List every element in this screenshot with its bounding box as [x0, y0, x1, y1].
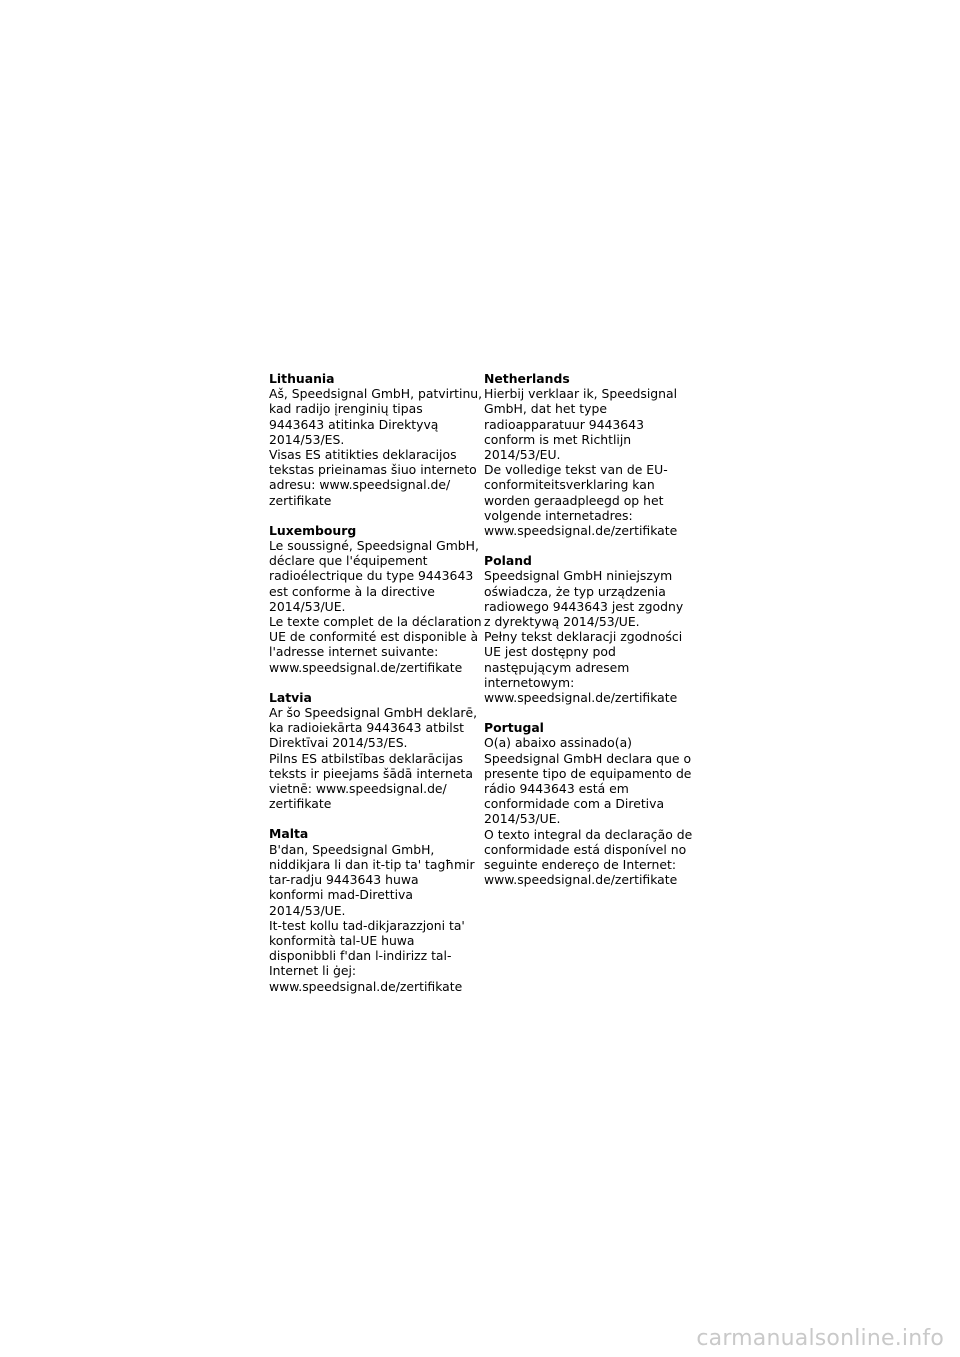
declaration-text-line: UE de conformité est disponible à — [269, 629, 479, 645]
left-column — [269, 371, 483, 1009]
declaration-text-line: conformiteitsverklaring kan — [484, 477, 655, 493]
declaration-text-line: déclare que l'équipement — [269, 553, 428, 569]
country-section — [484, 720, 694, 887]
declaration-text-line: 2014/53/UE. — [269, 598, 346, 614]
declaration-text-line: Ar šo Speedsignal GmbH deklarē, — [269, 705, 478, 721]
declaration-text-line: worden geraadpleegd op het — [484, 492, 664, 508]
declaration-text-line: Pełny tekst deklaracji zgodności — [484, 629, 683, 645]
declaration-text-line: internetowym: — [484, 674, 575, 690]
declaration-text-line: disponibbli f'dan l-indirizz tal- — [269, 948, 452, 964]
declaration-text-line: z dyrektywą 2014/53/UE. — [484, 614, 640, 630]
declaration-text-line: Direktīvai 2014/53/ES. — [269, 735, 408, 751]
declaration-text-line: zertifikate — [269, 492, 332, 508]
country-heading: Poland — [484, 553, 532, 569]
declaration-text-line: niddikjara li dan it-tip ta' tagħmir — [269, 856, 475, 872]
declaration-text-line: est conforme à la directive — [269, 583, 435, 599]
declaration-text-line: www.speedsignal.de/zertifikate — [484, 872, 678, 888]
declaration-text-line: De volledige tekst van de EU- — [484, 462, 668, 478]
declaration-text-line: www.speedsignal.de/zertifikate — [484, 523, 678, 539]
declaration-text-line: GmbH, dat het type — [484, 401, 607, 417]
declaration-text-line: następującym adresem — [484, 659, 630, 675]
declaration-text-line: l'adresse internet suivante: — [269, 644, 439, 660]
country-section — [484, 371, 694, 538]
declaration-text-line: conformidade com a Diretiva — [484, 796, 665, 812]
declaration-text-line: radiowego 9443643 jest zgodny — [484, 598, 684, 614]
declaration-text-line: B'dan, Speedsignal GmbH, — [269, 841, 435, 857]
declaration-text-line: oświadcza, że typ urządzenia — [484, 583, 666, 599]
declaration-text-line: Pilns ES atbilstības deklarācijas — [269, 750, 463, 766]
declaration-text-line: 9443643 atitinka Direktyvą — [269, 416, 439, 432]
country-section — [269, 690, 479, 812]
declaration-text-line: presente tipo de equipamento de — [484, 765, 692, 781]
declaration-text-line: rádio 9443643 está em — [484, 781, 629, 797]
country-heading: Latvia — [269, 689, 312, 705]
declaration-text-line: konformità tal-UE huwa — [269, 932, 415, 948]
declaration-text-line: O(a) abaixo assinado(a) — [484, 735, 633, 751]
declaration-text-line: Speedsignal GmbH declara que o — [484, 750, 692, 766]
declaration-text-line: Hierbij verklaar ik, Speedsignal — [484, 386, 678, 402]
declaration-text-line: tekstas prieinamas šiuo interneto — [269, 462, 477, 478]
declaration-text-line: conform is met Richtlijn — [484, 431, 632, 447]
declaration-text-line: 2014/53/UE. — [484, 811, 561, 827]
declaration-text-line: www.speedsignal.de/zertifikate — [484, 690, 678, 706]
declaration-text-line: radioapparatuur 9443643 — [484, 416, 644, 432]
country-heading: Portugal — [484, 720, 544, 736]
country-heading: Malta — [269, 826, 309, 842]
country-heading: Luxembourg — [269, 522, 357, 538]
declaration-text-line: volgende internetadres: — [484, 507, 633, 523]
country-section — [269, 826, 479, 993]
declaration-text-line: radioélectrique du type 9443643 — [269, 568, 474, 584]
declaration-text-line: 2014/53/UE. — [269, 902, 346, 918]
declaration-text-line: ka radioiekārta 9443643 atbilst — [269, 720, 465, 736]
declaration-text-line: teksts ir pieejams šādā interneta — [269, 765, 473, 781]
declaration-text-line: Le texte complet de la déclaration — [269, 614, 482, 630]
country-heading: Netherlands — [484, 371, 570, 386]
declaration-text-line: 2014/53/ES. — [269, 431, 345, 447]
declaration-text-line: UE jest dostępny pod — [484, 644, 616, 660]
country-heading: Lithuania — [269, 371, 335, 386]
country-section — [269, 371, 483, 508]
declaration-text-line: conformidade está disponível no — [484, 841, 687, 857]
declaration-text-line: 2014/53/EU. — [484, 447, 561, 463]
declaration-text-line: konformi mad-Direttiva — [269, 887, 413, 903]
country-section — [269, 522, 482, 675]
watermark: carmanualsonline.info — [696, 1326, 944, 1351]
declaration-text-line: www.speedsignal.de/zertifikate — [269, 978, 463, 994]
declaration-text-line: seguinte endereço de Internet: — [484, 857, 677, 873]
declaration-text-line: Internet li ġej: — [269, 963, 357, 979]
declaration-text-line: It-test kollu tad-dikjarazzjoni ta' — [269, 917, 465, 933]
declaration-text-line: zertifikate — [269, 796, 332, 812]
declaration-text-line: kad radijo įrenginių tipas — [269, 401, 423, 417]
declaration-text-line: Aš, Speedsignal GmbH, patvirtinu, — [269, 386, 483, 402]
declaration-text-line: www.speedsignal.de/zertifikate — [269, 659, 463, 675]
declaration-text-line: Visas ES atitikties deklaracijos — [269, 447, 457, 463]
right-column — [484, 371, 694, 903]
country-section — [484, 553, 694, 705]
declaration-text-line: Speedsignal GmbH niniejszym — [484, 568, 673, 584]
declaration-text-line: O texto integral da declaração de — [484, 826, 693, 842]
declaration-text-line: Le soussigné, Speedsignal GmbH, — [269, 538, 479, 554]
declaration-text-line: adresu: www.speedsignal.de/ — [269, 477, 451, 493]
declaration-text-line: vietnē: www.speedsignal.de/ — [269, 781, 447, 797]
declaration-text-line: tar-radju 9443643 huwa — [269, 872, 419, 888]
